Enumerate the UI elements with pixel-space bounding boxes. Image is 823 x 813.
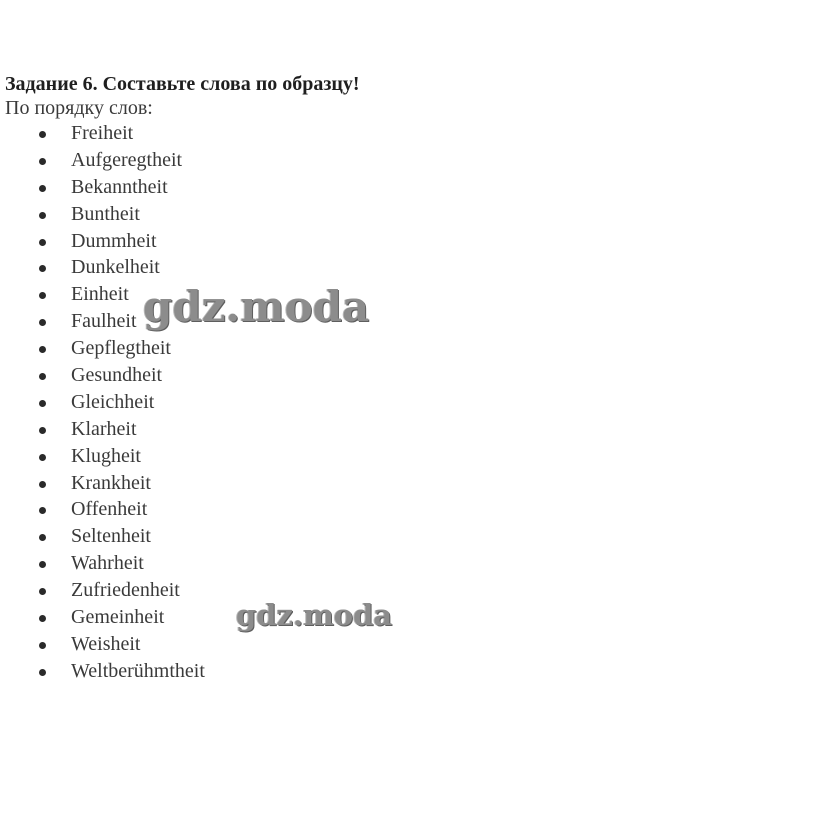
- word-text: Klarheit: [71, 417, 137, 440]
- list-item: [5, 308, 805, 335]
- list-item: [5, 201, 805, 228]
- task-title: Задание 6. Составьте слова по образцу!: [5, 73, 360, 95]
- list-item: [5, 631, 805, 658]
- bullet-icon: [39, 239, 46, 246]
- bullet-icon: [39, 265, 46, 272]
- word-text: Einheit: [71, 283, 129, 306]
- bullet-icon: [39, 319, 46, 326]
- bullet-icon: [39, 534, 46, 541]
- word-text: Aufgeregtheit: [71, 148, 183, 171]
- task-subtitle: По порядку слов:: [5, 97, 153, 119]
- bullet-icon: [39, 507, 46, 514]
- list-item: [5, 174, 805, 201]
- bullet-icon: [39, 454, 46, 461]
- bullet-icon: [39, 373, 46, 380]
- list-item: [5, 604, 805, 631]
- word-text: Wahrheit: [71, 552, 144, 575]
- bullet-icon: [39, 669, 46, 676]
- bullet-icon: [39, 212, 46, 219]
- list-item: [5, 281, 805, 308]
- word-text: Dunkelheit: [71, 256, 160, 279]
- word-text: Bekanntheit: [71, 175, 168, 198]
- word-list: [5, 120, 805, 685]
- list-item: [5, 228, 805, 255]
- list-item: [5, 120, 805, 147]
- list-item: [5, 389, 805, 416]
- word-text: Weisheit: [71, 632, 141, 655]
- bullet-icon: [39, 615, 46, 622]
- list-item: [5, 416, 805, 443]
- bullet-icon: [39, 158, 46, 165]
- bullet-icon: [39, 346, 46, 353]
- word-text: Seltenheit: [71, 525, 151, 548]
- bullet-icon: [39, 131, 46, 138]
- list-item: [5, 443, 805, 470]
- list-item: [5, 147, 805, 174]
- word-text: Freiheit: [71, 122, 134, 144]
- bullet-icon: [39, 427, 46, 434]
- word-text: Klugheit: [71, 444, 141, 467]
- list-item: [5, 496, 805, 523]
- word-text: Buntheit: [71, 202, 140, 225]
- word-text: Gesundheit: [71, 364, 163, 387]
- word-text: Faulheit: [71, 310, 137, 333]
- list-item: [5, 577, 805, 604]
- list-item: [5, 362, 805, 389]
- list-item: [5, 335, 805, 362]
- word-text: Offenheit: [71, 498, 148, 521]
- word-text: Gleichheit: [71, 390, 155, 413]
- bullet-icon: [39, 292, 46, 299]
- bullet-icon: [39, 481, 46, 488]
- bullet-icon: [39, 185, 46, 192]
- bullet-icon: [39, 400, 46, 407]
- word-text: Zufriedenheit: [71, 579, 180, 602]
- word-text: Weltberühmtheit: [71, 659, 205, 682]
- bullet-icon: [39, 588, 46, 595]
- word-text: Gepflegtheit: [71, 337, 171, 360]
- list-item: [5, 658, 805, 685]
- bullet-icon: [39, 642, 46, 649]
- word-text: Gemeinheit: [71, 606, 165, 629]
- list-item: [5, 550, 805, 577]
- document-body: [5, 72, 805, 685]
- list-item: [5, 523, 805, 550]
- list-item: [5, 470, 805, 497]
- word-text: Krankheit: [71, 471, 151, 494]
- word-text: Dummheit: [71, 229, 157, 252]
- list-item: [5, 254, 805, 281]
- watermark-logo: gdz.moda: [143, 282, 370, 331]
- bullet-icon: [39, 561, 46, 568]
- watermark-logo-small: gdz.moda: [236, 598, 393, 632]
